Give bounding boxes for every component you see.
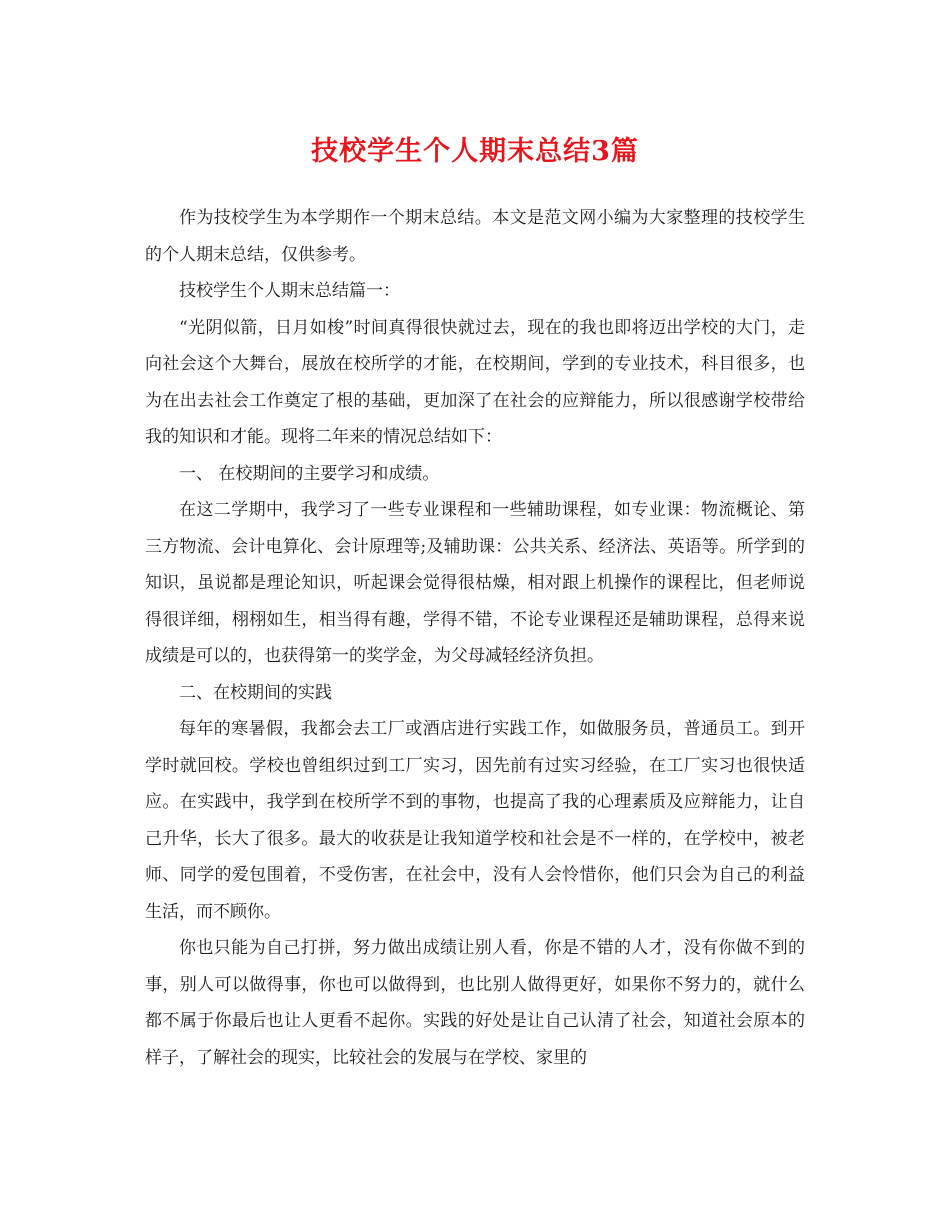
paragraph-study: 在这二学期中，我学习了一些专业课程和一些辅助课程，如专业课：物流概论、第三方物流、会计电算化、会计原理等;及辅助课：公共关系、经济法、英语等。所学到的知识，虽说都是理论知识，听起课会觉得很枯燥，相对跟上机操作的课程比，但老师说得很详细，栩栩如生，相当得有趣，学得不错，不论专业课程还是辅助课程，总得来说成绩是可以的，也获得第一的奖学金，为父母减轻经济负担。: [145, 500, 805, 666]
paragraph-heading-study: 一、 在校期间的主要学习和成绩。: [179, 463, 440, 484]
paragraph-opening: “光阴似箭，日月如梭”时间真得很快就过去，现在的我也即将迈出学校的大门，走向社会这个大舞台，展放在校所学的才能，在校期间，学到的专业技术，科目很多，也为在出去社会工作奠定了根的基础，更加深了在社会的应辩能力，所以很感谢学校带给我的知识和才能。现将二年来的情况总结如下：: [145, 317, 805, 447]
paragraph-self-effort: 你也只能为自己打拼，努力做出成绩让别人看，你是不错的人才，没有你做不到的事，别人可以做得事，你也可以做得到，也比别人做得更好，如果你不努力的，就什么都不属于你最后也让人更看不起你。实践的好处是让自己认清了社会，知道社会原本的样子，了解社会的现实，比较社会的发展与在学校、家里的: [145, 938, 805, 1068]
document-title: 技校学生个人期末总结3篇: [311, 136, 639, 167]
document-body: [145, 200, 805, 1076]
paragraph-intro: 作为技校学生为本学期作一个期末总结。本文是范文网小编为大家整理的技校学生的个人期末总结，仅供参考。: [145, 208, 805, 265]
paragraph-heading-practice: 二、在校期间的实践: [179, 682, 332, 703]
paragraph-section-heading: 技校学生个人期末总结篇一：: [179, 281, 400, 301]
paragraph-practice: 每年的寒暑假，我都会去工厂或酒店进行实践工作，如做服务员，普通员工。到开学时就回校。学校也曾组织过到工厂实习，因先前有过实习经验，在工厂实习也很快适应。在实践中，我学到在校所学不到的事物，也提高了我的心理素质及应辩能力，让自己升华，长大了很多。最大的收获是让我知道学校和社会是不一样的，在学校中，被老师、同学的爱包围着，不受伤害，在社会中，没有人会怜惜你，他们只会为自己的利益生活，而不顾你。: [145, 719, 805, 922]
